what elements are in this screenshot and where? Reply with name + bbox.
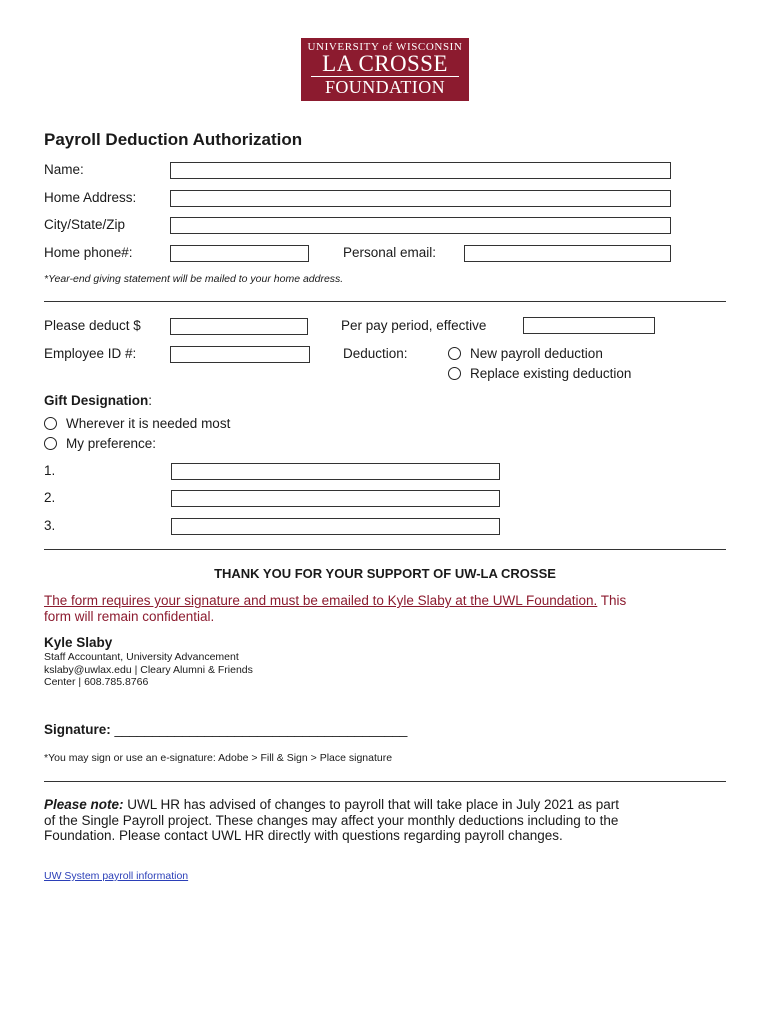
gift-designation-text: Gift Designation [44, 393, 149, 408]
logo-university-text: UNIVERSITY of WISCONSIN [307, 41, 463, 53]
preference-1-label: 1. [44, 463, 56, 478]
needed-most-label: Wherever it is needed most [66, 416, 231, 431]
thank-you-heading: THANK YOU FOR YOUR SUPPORT OF UW-LA CROSSE [214, 566, 556, 581]
new-payroll-label: New payroll deduction [470, 346, 603, 361]
effective-date-field[interactable] [523, 317, 655, 334]
please-note-line1: UWL HR has advised of changes to payroll that will take place in July 2021 as part [123, 797, 620, 812]
statement-note: *Year-end giving statement will be mailed to your home address. [44, 273, 344, 285]
signature-notice-line2: form will remain confidential. [44, 608, 215, 624]
signature-row [44, 722, 407, 737]
page-title: Payroll Deduction Authorization [44, 130, 303, 149]
preference-3-label: 3. [44, 518, 56, 533]
contact-phone-line: Center | 608.785.8766 [44, 676, 149, 688]
foundation-logo [301, 38, 469, 101]
uw-system-payroll-link[interactable]: UW System payroll information [44, 870, 189, 882]
signature-notice-underlined: The form requires your signature and must be emailed to Kyle Slaby at the UWL Foundation. [44, 593, 598, 608]
deduct-amount-label: Please deduct $ [44, 318, 141, 333]
divider [44, 549, 726, 550]
contact-role: Staff Accountant, University Advancement [44, 651, 239, 663]
signature-label: Signature: [44, 722, 111, 737]
deduct-amount-field[interactable] [170, 318, 308, 335]
divider [44, 301, 726, 302]
payroll-change-note [44, 797, 744, 844]
per-pay-period-label: Per pay period, effective [341, 318, 487, 333]
please-note-line3: Foundation. Please contact UWL HR directly with questions regarding payroll changes. [44, 828, 563, 843]
contact-name: Kyle Slaby [44, 635, 113, 650]
contact-email-line: kslaby@uwlax.edu | Cleary Alumni & Friends [44, 663, 253, 676]
home-phone-field[interactable] [170, 245, 309, 262]
replace-deduction-label: Replace existing deduction [470, 366, 632, 381]
e-signature-note: *You may sign or use an e-signature: Adobe > Fill & Sign > Place signature [44, 752, 393, 764]
signature-notice [44, 593, 734, 624]
preference-1-field[interactable] [171, 463, 500, 480]
home-address-field[interactable] [170, 190, 671, 207]
name-label: Name: [44, 162, 84, 177]
gift-designation-heading [44, 393, 152, 409]
personal-email-label: Personal email: [343, 245, 437, 260]
deduction-type-label: Deduction: [343, 346, 408, 361]
please-note-lead: Please note: [44, 797, 124, 812]
city-state-zip-field[interactable] [170, 217, 671, 234]
logo-foundation-text: FOUNDATION [325, 77, 445, 97]
preference-2-field[interactable] [171, 490, 500, 507]
employee-id-label: Employee ID #: [44, 346, 137, 361]
replace-deduction-radio[interactable] [448, 367, 461, 380]
employee-id-field[interactable] [170, 346, 310, 363]
new-payroll-radio[interactable] [448, 347, 461, 360]
personal-email-field[interactable] [464, 245, 671, 262]
preference-3-field[interactable] [171, 518, 500, 535]
signature-line[interactable]: _______________________________________ [114, 722, 408, 737]
preference-2-label: 2. [44, 490, 56, 505]
gift-designation-colon: : [148, 393, 153, 408]
needed-most-radio[interactable] [44, 417, 57, 430]
signature-notice-rest: This [597, 593, 627, 608]
city-state-zip-label: City/State/Zip [44, 217, 126, 232]
home-address-label: Home Address: [44, 190, 137, 205]
home-phone-label: Home phone#: [44, 245, 133, 260]
name-field[interactable] [170, 162, 671, 179]
logo-la-crosse-text: LA CROSSE [322, 51, 448, 76]
please-note-line2: of the Single Payroll project. These changes may affect your monthly deductions including to the [44, 812, 619, 828]
my-preference-label: My preference: [66, 436, 157, 451]
my-preference-radio[interactable] [44, 437, 57, 450]
contact-details [44, 651, 253, 689]
divider [44, 781, 726, 782]
